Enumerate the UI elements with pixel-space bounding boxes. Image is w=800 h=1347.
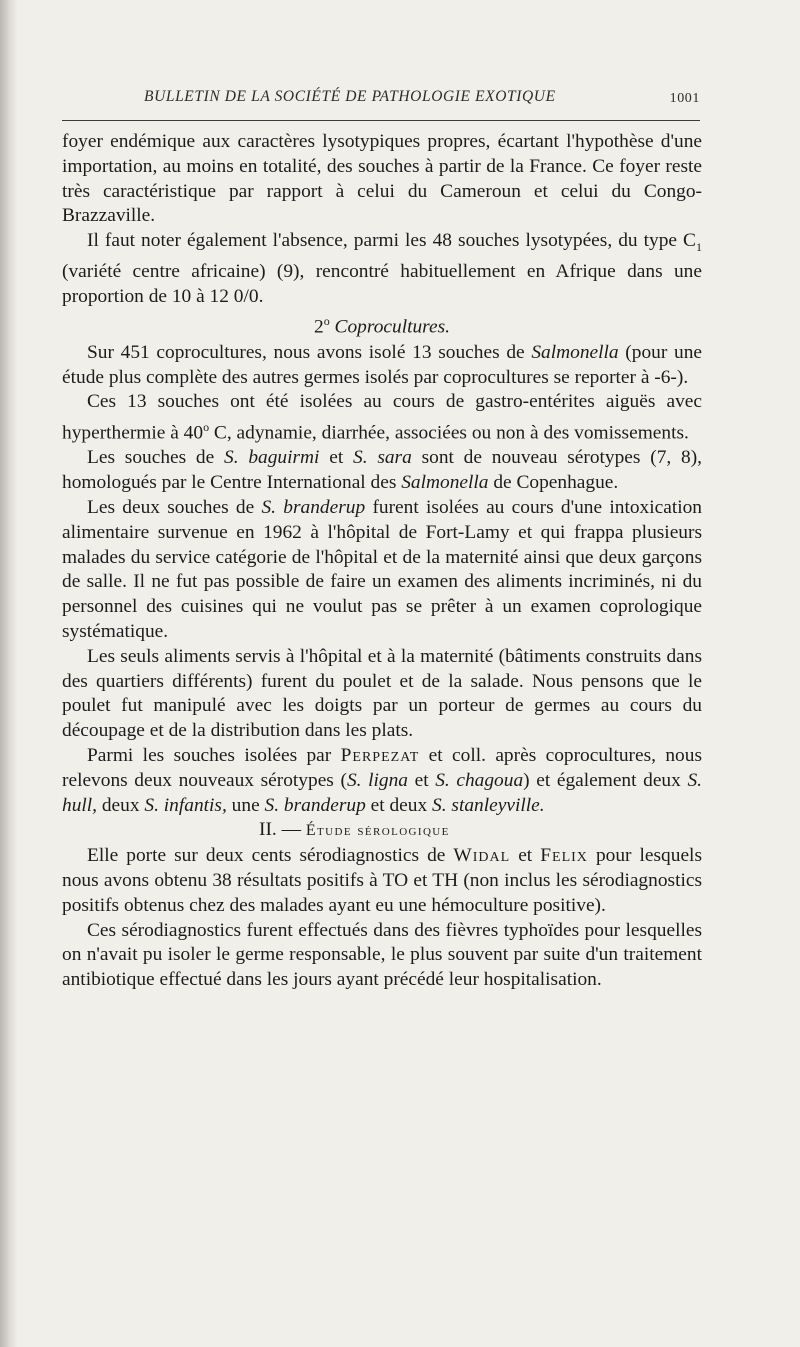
paragraph: Sur 451 coprocultures, nous avons isolé 13 souches de Salmonella (pour une étude plus complète des autres germes isolés par coprocultures se reporter à -6-). xyxy=(62,341,703,388)
header-rule xyxy=(62,120,700,121)
paragraph: Les souches de S. baguirmi et S. sara sont de nouveau sérotypes (7, 8), homologués par le Centre International des Salmonella de Copenhague. xyxy=(62,447,703,494)
journal-title: BULLETIN DE LA SOCIÉTÉ DE PATHOLOGIE EXOTIQUE xyxy=(144,88,556,105)
section-heading-serologique: II. — Étude sérologique xyxy=(259,819,450,841)
section-heading-coprocultures: 2$^o$ Coprocultures. xyxy=(313,314,450,338)
article-body xyxy=(62,130,702,993)
paragraph: Les deux souches de S. branderup furent isolées au cours d'une intoxication alimentaire survenue en 1962 à l'hôpital de Fort-Lamy et qui frappa plusieurs malades du service catégorie de l'hôpital et de la maternité ainsi que deux garçons de salle. Il ne fut pas possible de faire un examen des aliments incriminés, ni du personnel des cuisines qui ne voulut pas se prêter à un examen coprologique systématique. xyxy=(62,496,702,642)
page-edge-shadow xyxy=(0,0,18,1347)
paragraph: foyer endémique aux caractères lysotypiques propres, écartant l'hypothèse d'une importation, au moins en totalité, des souches à partir de la France. Ce foyer reste très caractéristique par rapport à celui du Cameroun et celui du Congo-Brazzaville. xyxy=(62,131,702,227)
paragraph: Les seuls aliments servis à l'hôpital et à la maternité (bâtiments construits dans des quartiers différents) furent du poulet et de la salade. Nous pensons que le poulet fut manipulé avec les doigts par un porteur de germes au cours du découpage et de la distribution dans les plats. xyxy=(62,645,702,742)
paragraph: Elle porte sur deux cents sérodiagnostics de Widal et Felix pour lesquels nous avons obtenu 38 résultats positifs à TO et TH (non inclus les sérodiagnostics positifs obtenus chez des malades ayant eu une hémoculture positive). xyxy=(62,845,702,916)
paragraph: Il faut noter également l'absence, parmi les 48 souches lysotypées, du type $C_1$ (variété centre africaine) (9), rencontré habituellement en Afrique dans une proportion de 10 à 12 0/0. xyxy=(62,230,702,307)
paragraph: Parmi les souches isolées par Perpezat et coll. après coprocultures, nous relevons deux nouveaux sérotypes (S. ligna et S. chagoua) et également deux S. hull, deux S. infantis, une S. branderup et deux S. stanleyville. xyxy=(62,744,702,816)
paragraph: Ces 13 souches ont été isolées au cours de gastro-entérites aiguës avec hyperthermie à 40$^o$ C, adynamie, diarrhée, associées ou non à des vomissements. xyxy=(62,391,702,444)
paragraph: Ces sérodiagnostics furent effectués dans des fièvres typhoïdes pour lesquelles on n'avait pu isoler le germe responsable, le plus souvent par suite d'un traitement antibiotique effectué dans les jours ayant précédé leur hospitalisation. xyxy=(62,919,702,991)
page-number: 1001 xyxy=(669,91,700,106)
